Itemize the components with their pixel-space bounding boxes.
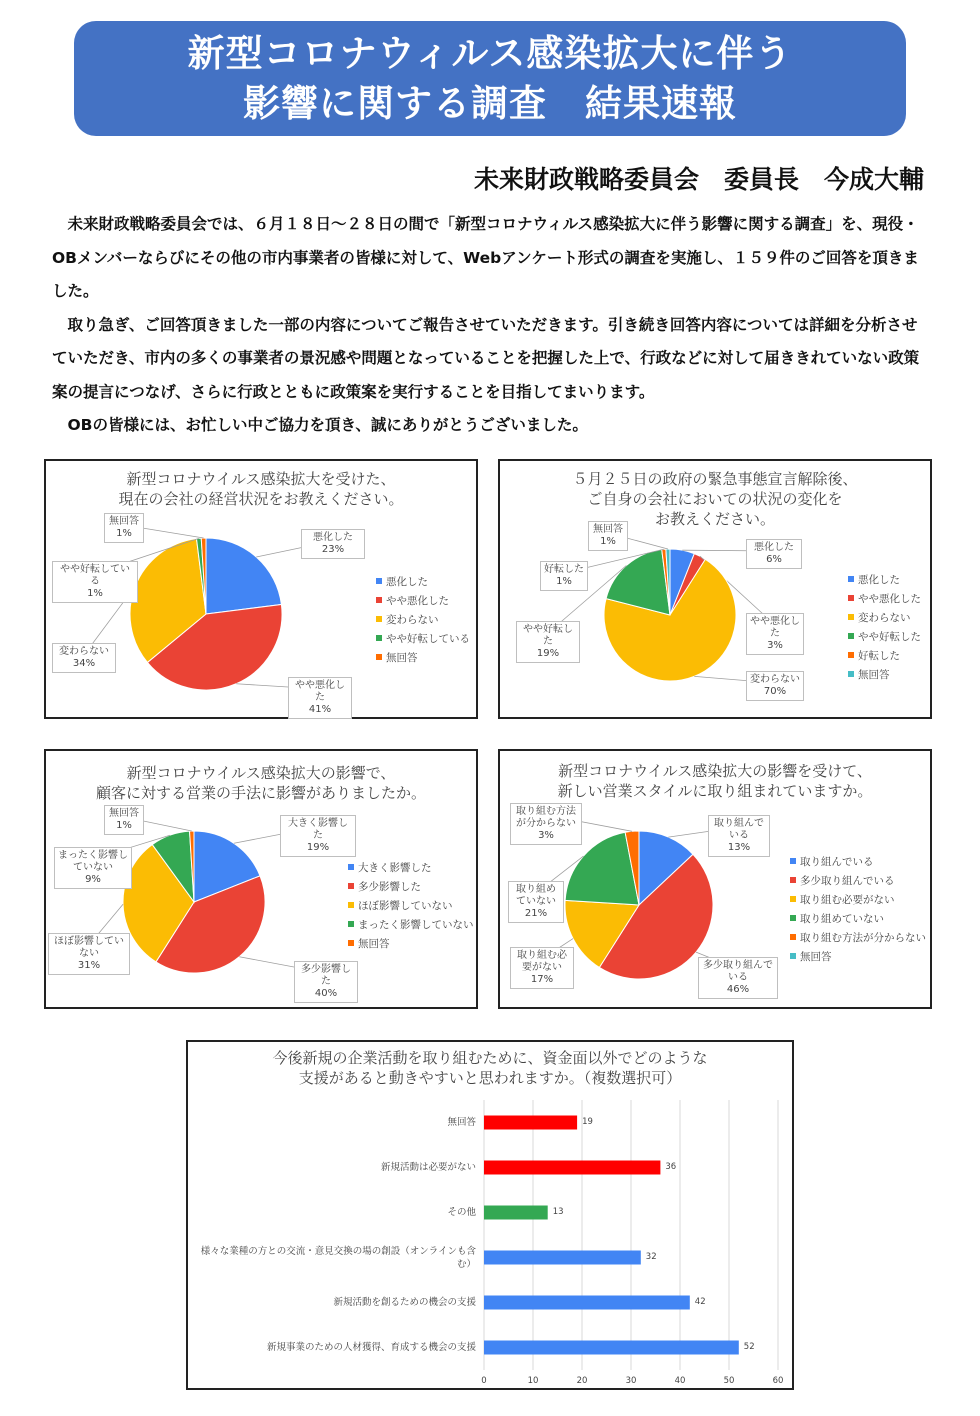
slice-label-value: 19% <box>536 648 560 659</box>
legend-swatch <box>848 633 854 639</box>
legend-item <box>790 853 926 872</box>
legend-swatch <box>348 864 354 870</box>
pie-slice <box>206 538 281 614</box>
slice-label-name: まったく影響していない <box>58 850 128 873</box>
legend-label: 好転した <box>858 650 900 662</box>
slice-label <box>52 561 138 603</box>
slice-label <box>280 815 356 857</box>
legend-label: 無回答 <box>358 938 390 950</box>
legend-label: 取り組めていない <box>800 913 884 925</box>
legend-label: 無回答 <box>858 669 890 681</box>
legend-swatch <box>790 896 796 902</box>
bar-value-label: 13 <box>552 1206 564 1217</box>
slice-label-value: 46% <box>726 984 750 995</box>
slice-label <box>52 643 116 673</box>
bar-category-label: 新規活動は必要がない <box>380 1161 476 1173</box>
legend-label: やや好転した <box>858 631 921 643</box>
legend-item <box>848 666 921 685</box>
chart-title-line: 新型コロナウイルス感染拡大の影響を受けて、 <box>558 762 872 780</box>
bar-category-label: 無回答 <box>447 1116 476 1128</box>
slice-label-name: やや悪化した <box>295 680 345 703</box>
bar-category-label: 新規活動を創るための機会の支援 <box>333 1296 476 1308</box>
slice-label <box>48 933 130 975</box>
slice-label-value: 1% <box>556 576 572 587</box>
legend-item <box>348 859 474 878</box>
slice-label-value: 3% <box>767 640 783 651</box>
legend-label: 悪化した <box>386 576 428 588</box>
slice-label-name: 取り組めていない <box>516 884 556 907</box>
slice-label <box>746 539 802 569</box>
legend-item <box>376 573 470 592</box>
slice-label <box>104 805 144 835</box>
bar-value-label: 32 <box>645 1251 657 1262</box>
slice-label-value: 1% <box>116 820 132 831</box>
bar <box>484 1251 641 1265</box>
chart-legend <box>790 853 926 967</box>
legend-swatch <box>790 915 796 921</box>
chart-title-line: 新型コロナウイルス感染拡大の影響で、 <box>126 764 396 782</box>
legend-swatch <box>848 671 854 677</box>
slice-label <box>698 957 778 999</box>
slice-label <box>508 881 564 923</box>
legend-label: ほぼ影響していない <box>358 900 453 912</box>
slice-label-name: 大きく影響した <box>288 818 348 841</box>
slice-label-name: 取り組む必要がない <box>517 950 567 973</box>
slice-label-name: 取り組んでいる <box>714 818 764 841</box>
title-line-2: 影響に関する調査 結果速報 <box>243 82 737 125</box>
chart-title-line: お教えください。 <box>654 510 775 528</box>
slice-label <box>288 677 352 719</box>
legend-swatch <box>790 858 796 864</box>
legend-item <box>376 611 470 630</box>
bar-value-label: 52 <box>743 1341 755 1352</box>
legend-item <box>348 878 474 897</box>
slice-label-value: 19% <box>306 842 330 853</box>
legend-swatch <box>790 934 796 940</box>
legend-swatch <box>790 953 796 959</box>
legend-swatch <box>376 635 382 641</box>
slice-label-name: やや好転した <box>523 624 573 647</box>
legend-label: 取り組む必要がない <box>800 894 895 906</box>
slice-label <box>540 561 588 591</box>
slice-label-value: 1% <box>600 536 616 547</box>
legend-item <box>848 628 921 647</box>
x-tick-label: 30 <box>625 1376 637 1386</box>
slice-label-name: 多少取り組んでいる <box>703 960 773 983</box>
legend-swatch <box>376 597 382 603</box>
slice-label-value: 17% <box>530 974 554 985</box>
legend-item <box>348 897 474 916</box>
legend-label: やや悪化した <box>386 595 449 607</box>
intro-text <box>52 208 932 443</box>
chart-title-line: ご自身の会社においての状況の変化を <box>587 490 843 508</box>
slice-label <box>294 961 358 1003</box>
bar-value-label: 42 <box>694 1296 706 1307</box>
slice-label-value: 40% <box>314 988 338 999</box>
slice-label-name: 好転した <box>544 564 584 575</box>
bar-category-label: 新規事業のための人材獲得、育成する機会の支援 <box>266 1341 476 1353</box>
x-tick-label: 50 <box>723 1376 735 1386</box>
legend-swatch <box>376 616 382 622</box>
slice-label-value: 3% <box>538 830 554 841</box>
legend-item <box>348 935 474 954</box>
x-tick-label: 60 <box>772 1376 784 1386</box>
legend-item <box>376 649 470 668</box>
slice-label-value: 41% <box>308 704 332 715</box>
bar-category-label: その他 <box>447 1206 476 1218</box>
slice-label-name: 悪化した <box>754 542 794 553</box>
slice-label-name: 無回答 <box>109 808 139 819</box>
slice-label <box>104 513 144 543</box>
pie-chart-sales-method-impact <box>44 749 478 1009</box>
slice-label <box>746 613 804 655</box>
legend-swatch <box>348 902 354 908</box>
legend-item <box>790 929 926 948</box>
legend-swatch <box>848 595 854 601</box>
slice-label <box>54 847 132 889</box>
slice-label <box>510 803 582 845</box>
legend-item <box>848 590 921 609</box>
pie-chart-new-sales-style <box>498 749 932 1009</box>
chart-legend <box>348 859 474 954</box>
slice-label-name: 変わらない <box>59 646 109 657</box>
chart-title-line: 新型コロナウイルス感染拡大を受けた、 <box>126 470 396 488</box>
x-tick-label: 20 <box>576 1376 588 1386</box>
slice-label <box>588 521 628 551</box>
chart-title-line: ５月２５日の政府の緊急事態宣言解除後、 <box>572 470 858 488</box>
slice-label-value: 6% <box>766 554 782 565</box>
legend-label: やや悪化した <box>858 593 921 605</box>
x-tick-label: 40 <box>674 1376 686 1386</box>
chart-title-line: 支援があると動きやすいと思われますか。（複数選択可） <box>298 1069 682 1087</box>
intro-paragraph-2: 取り急ぎ、ご回答頂きました一部の内容についてご報告させていただきます。引き続き回答内容については詳細を分析させていただき、市内の多くの事業者の景況感や問題となっていることを把握した上で、行政などに対して届ききれていない政策案の提言につなげ、さらに行政とともに政策案を実行することを目指してまいります。 <box>52 315 920 401</box>
legend-swatch <box>790 877 796 883</box>
title-line-1: 新型コロナウィルス感染拡大に伴う <box>187 32 793 75</box>
slice-label <box>510 947 574 989</box>
legend-swatch <box>348 940 354 946</box>
legend-label: 取り組む方法が分からない <box>800 932 926 944</box>
bar <box>484 1116 577 1130</box>
legend-label: 変わらない <box>858 612 911 624</box>
slice-label-value: 1% <box>116 528 132 539</box>
slice-label-value: 9% <box>85 874 101 885</box>
legend-item <box>848 609 921 628</box>
slice-label-value: 1% <box>87 588 103 599</box>
slice-label-name: 無回答 <box>109 516 139 527</box>
legend-item <box>790 891 926 910</box>
legend-label: 悪化した <box>858 574 900 586</box>
x-tick-label: 10 <box>527 1376 539 1386</box>
legend-item <box>376 630 470 649</box>
slice-label <box>708 815 770 857</box>
bar-chart-support-needs <box>186 1040 794 1390</box>
slice-label <box>516 621 580 663</box>
bar <box>484 1341 739 1355</box>
legend-label: 変わらない <box>386 614 439 626</box>
legend-swatch <box>376 654 382 660</box>
legend-label: 大きく影響した <box>358 862 432 874</box>
chart-title-line: 現在の会社の経営状況をお教えください。 <box>118 490 404 508</box>
chart-legend <box>848 571 921 685</box>
legend-swatch <box>848 652 854 658</box>
slice-label <box>301 529 365 559</box>
legend-swatch <box>376 578 382 584</box>
legend-label: 無回答 <box>800 951 832 963</box>
legend-swatch <box>848 614 854 620</box>
pie-chart-change-after-emergency <box>498 459 932 719</box>
slice-label-value: 34% <box>72 658 96 669</box>
legend-item <box>790 872 926 891</box>
legend-item <box>348 916 474 935</box>
pie-chart-management-status <box>44 459 478 719</box>
intro-paragraph-3: OBの皆様には、お忙しい中ご協力を頂き、誠にありがとうございました。 <box>67 416 588 434</box>
slice-label-name: ほぼ影響していない <box>54 936 124 959</box>
slice-label-name: 悪化した <box>313 532 353 543</box>
legend-item <box>848 647 921 666</box>
title-banner <box>74 21 906 136</box>
bar-value-label: 36 <box>665 1161 677 1172</box>
intro-paragraph-1: 未来財政戦略委員会では、６月１８日～２８日の間で「新型コロナウィルス感染拡大に伴う影響に関する調査」を、現役・OBメンバーならびにその他の市内事業者の皆様に対して、Webアンケート形式の調査を実施し、１５９件のご回答を頂きました。 <box>52 215 919 300</box>
bar <box>484 1161 660 1175</box>
byline: 未来財政戦略委員会 委員長 今成大輔 <box>473 165 924 194</box>
legend-item <box>848 571 921 590</box>
slice-label-value: 21% <box>524 908 548 919</box>
bar-category-label: 様々な業種の方との交流・意見交換の場の創設（オンラインも含む） <box>200 1245 476 1270</box>
x-tick-label: 0 <box>481 1376 487 1386</box>
legend-label: やや好転している <box>386 633 470 645</box>
legend-item <box>376 592 470 611</box>
legend-label: 無回答 <box>386 652 418 664</box>
slice-label-name: やや好転している <box>60 564 130 587</box>
slice-label-value: 70% <box>763 686 787 697</box>
legend-label: 多少取り組んでいる <box>800 875 895 887</box>
legend-label: 取り組んでいる <box>800 856 874 868</box>
legend-swatch <box>348 921 354 927</box>
chart-title-line: 新しい営業スタイルに取り組まれていますか。 <box>557 782 873 800</box>
legend-label: まったく影響していない <box>358 919 474 931</box>
slice-label-name: やや悪化した <box>750 616 800 639</box>
slice-label-name: 無回答 <box>593 524 623 535</box>
chart-title-line: 顧客に対する営業の手法に影響がありましたか。 <box>95 784 426 802</box>
slice-label-value: 23% <box>321 544 345 555</box>
legend-item <box>790 910 926 929</box>
slice-label-name: 変わらない <box>750 674 800 685</box>
legend-item <box>790 948 926 967</box>
slice-label-value: 31% <box>77 960 101 971</box>
legend-swatch <box>848 576 854 582</box>
legend-label: 多少影響した <box>358 881 421 893</box>
slice-label <box>746 671 804 701</box>
chart-title-line: 今後新規の企業活動を取り組むために、資金面以外でどのような <box>272 1049 708 1067</box>
slice-label-value: 13% <box>727 842 751 853</box>
bar <box>484 1206 548 1220</box>
slice-label-name: 多少影響した <box>301 964 351 987</box>
bar <box>484 1296 690 1310</box>
chart-legend <box>376 573 470 668</box>
slice-label-name: 取り組む方法が分からない <box>516 806 576 829</box>
legend-swatch <box>348 883 354 889</box>
bar-value-label: 19 <box>582 1116 593 1127</box>
